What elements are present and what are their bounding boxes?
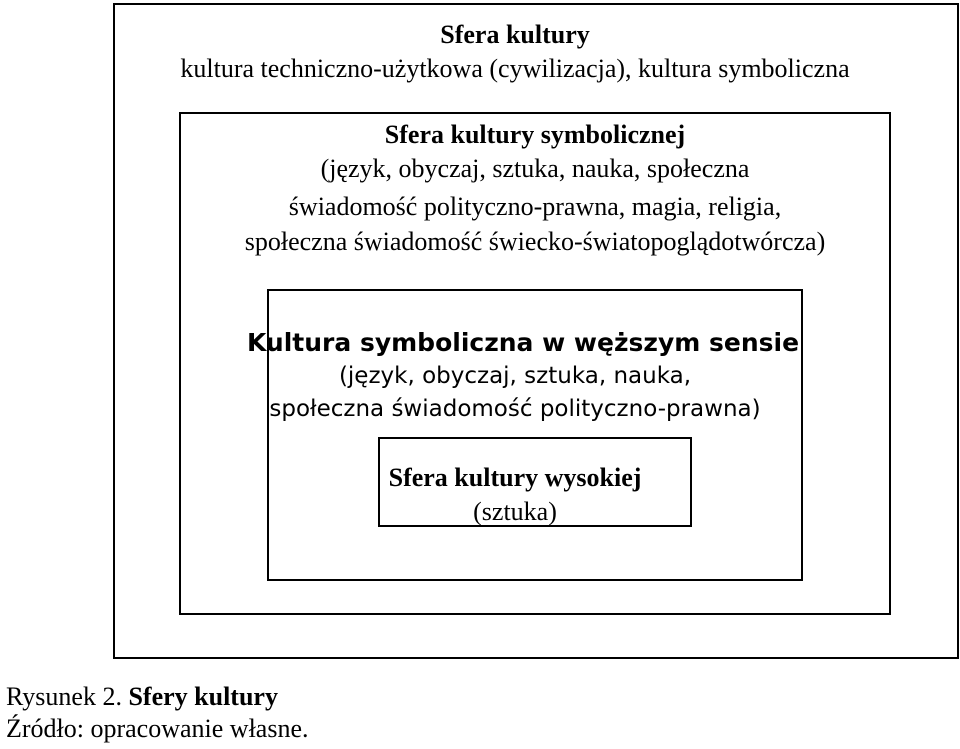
symbolic-box-line-1: (język, obyczaj, sztuka, nauka, społeczna (320, 154, 750, 183)
figure-caption-prefix: Rysunek 2. (6, 682, 129, 711)
figure-source: Źródło: opracowanie własne. (6, 714, 309, 743)
figure-caption-title: Sfery kultury (128, 682, 278, 711)
figure-caption (6, 680, 278, 714)
high-box-subtitle: (sztuka) (473, 497, 557, 526)
narrow-box-title: Kultura symboliczna w węższym sensie (247, 328, 800, 357)
symbolic-box-line-3: społeczna świadomość świecko-światopoglądotwórcza) (244, 227, 826, 256)
symbolic-box-line-2: świadomość polityczno-prawna, magia, religia, (288, 192, 782, 221)
outer-box-title: Sfera kultury (440, 20, 590, 49)
narrow-box-line-2: społeczna świadomość polityczno-prawna) (269, 396, 761, 422)
symbolic-box-title: Sfera kultury symbolicznej (384, 120, 686, 149)
outer-box-subtitle: kultura techniczno-użytkowa (cywilizacja), kultura symboliczna (180, 54, 850, 83)
narrow-box-line-1: (język, obyczaj, sztuka, nauka, (338, 363, 692, 389)
high-box-title: Sfera kultury wysokiej (388, 463, 642, 492)
